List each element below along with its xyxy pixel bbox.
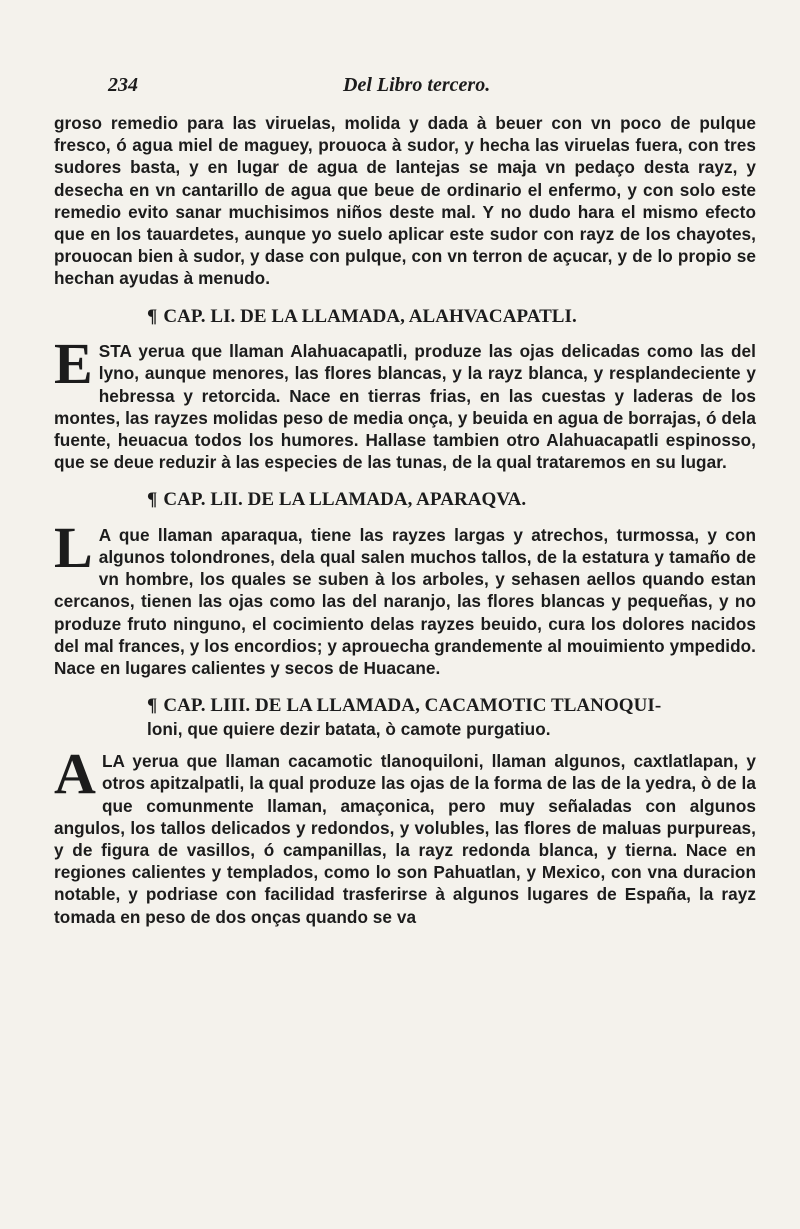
chapter-title: CAP. LIII. DE LA LLAMADA, CACAMOTIC TLANOQUI- (163, 695, 662, 717)
body-text (54, 112, 756, 928)
chapter-paragraph-52 (54, 514, 756, 679)
drop-cap: L (54, 514, 93, 580)
intro-paragraph: groso remedio para las viruelas, molida y dada à beuer con vn poco de pulque fresco, ó agua miel de maguey, prouoca à sudor, y hecha las viruelas fuera, con tres sudores basta, y en lugar de agua de lantejas se maja vn pedaço desta rayz, y desecha en vn cantarillo de agua que beue de ordinario el enfermo, y con solo este remedio evito sanar muchisimos niños deste mal. Y no dudo hara el mismo efecto que en los tauardetes, aunque yo suelo aplicar este sudor con rayz de los chayotes, prouocan bien à sudor, y dase con pulque, con vn terron de açucar, y de lo propio se hechan ayudas à menudo. (54, 113, 756, 289)
chapter-text: LA yerua que llaman cacamotic tlanoquiloni, llaman algunos, caxtlatlapan, y otros apitzalpatli, la qual produze las ojas de la forma de las de la yedra, ò de la que comunmente llaman, amaçonica, pero muy señaladas con algunos angulos, los tallos delicados y redondos, y volubles, las flores de maluas purpureas, y de figura de vasillos, ó campanillas, la rayz redonda blanca, y tierna. Nace en regiones calientes y templados, como lo son Pahuatlan, y Mexico, con vna duracion notable, y podriase con facilidad trasferirse à algunos lugares de España, la rayz tomada en peso de dos onças quando se va (54, 751, 756, 927)
chapter-text: A que llaman aparaqua, tiene las rayzes largas y atrechos, turmossa, y con algunos tolondrones, dela qual salen muchos tallos, de la estatura y tamaño de vn hombre, los quales se suben à los arboles, y sehasen aellos quando estan cercanos, tienen las ojas como las del naranjo, las flores blancas y pequeñas, y no produze fruto ninguno, el cocimiento delas rayzes beuido, cura los dolores nacidos del mal frances, y los encordios; y aprouecha grandemente al mouimiento ympedido. Nace en lugares calientes y secos de Huacane. (54, 524, 756, 679)
running-head (108, 74, 746, 106)
pilcrow-icon: ¶ (147, 305, 158, 327)
pilcrow-icon: ¶ (147, 695, 158, 717)
chapter-title: CAP. LII. DE LA LLAMADA, APARAQVA. (163, 489, 527, 511)
chapter-heading-53 (54, 695, 756, 740)
chapter-title: CAP. LI. DE LA LLAMADA, ALAHVACAPATLI. (163, 305, 577, 327)
chapter-paragraph-53 (54, 741, 756, 928)
page-number: 234 (108, 74, 138, 96)
chapter-title-continuation: loni, que quiere dezir batata, ò camote purgatiuo. (147, 718, 551, 739)
running-title: Del Libro tercero. (343, 74, 491, 96)
pilcrow-icon: ¶ (147, 489, 158, 511)
drop-cap: A (54, 741, 96, 807)
chapter-heading-51 (54, 306, 756, 329)
chapter-paragraph-51 (54, 331, 756, 473)
chapter-text: STA yerua que llaman Alahuacapatli, produze las ojas delicadas como las del lyno, aunque menores, las flores blancas, y la rayz blanca, y resplandeciente y hebressa y retorcida. Nace en tierras frias, en las cuestas y laderas de los montes, las rayzes molidas peso de media onça, y beuida en agua de borrajas, ó dela fuente, heuacua todos los humores. Hallase tambien otro Alahuacapatli espinosso, que se deue reduzir à las especies de las tunas, de la qual trataremos en su lugar. (54, 341, 756, 473)
drop-cap: E (54, 331, 93, 397)
chapter-heading-52 (54, 489, 756, 512)
